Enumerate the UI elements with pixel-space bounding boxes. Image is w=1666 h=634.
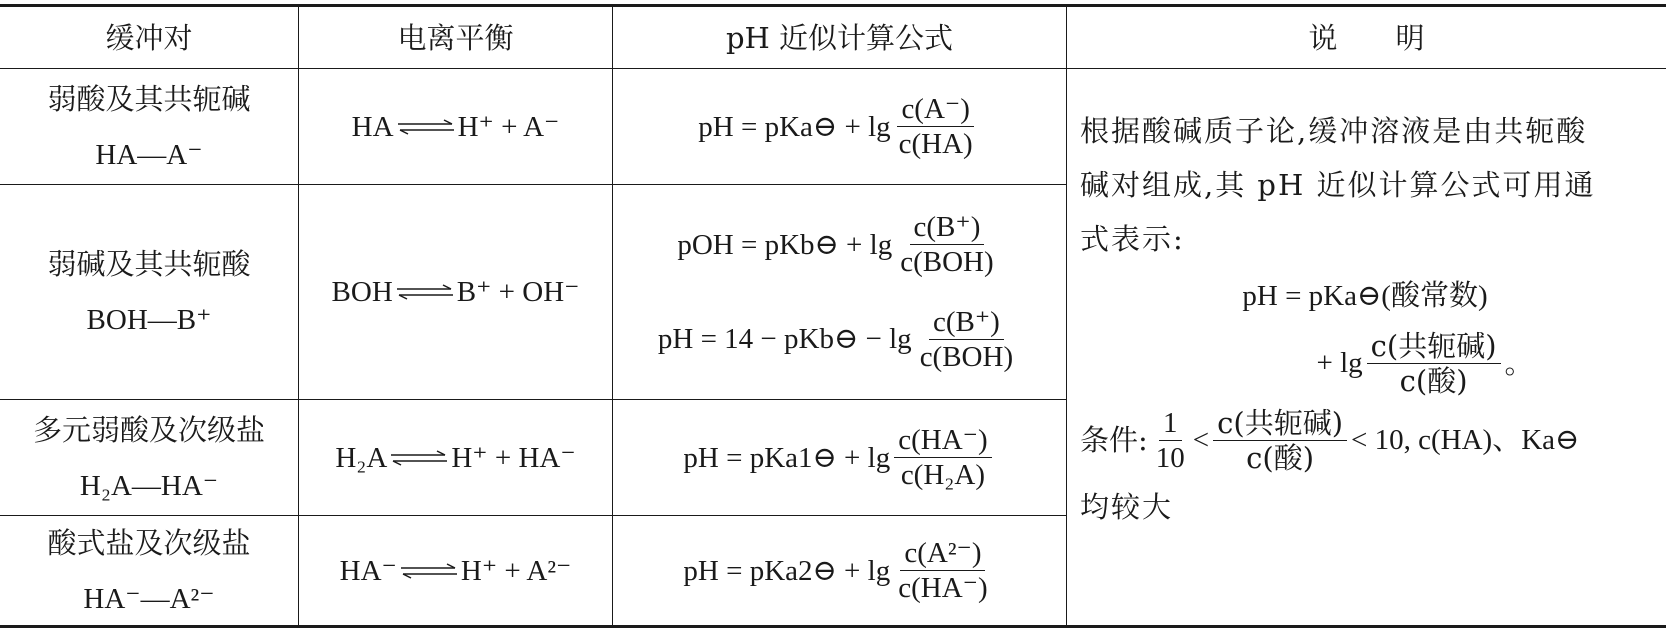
row2-fraction: [896, 210, 997, 279]
header-explanation-text: 说 明: [1308, 20, 1425, 55]
row3-pair-formula: H₂A—HA⁻: [79, 469, 219, 502]
row2-fraction2-den: c(BOH): [919, 340, 1014, 373]
note-general-fraction: [1367, 329, 1501, 398]
note-general-lhs: pH = pKa⊖(酸常数): [1242, 280, 1488, 312]
note-cond-lt: <: [1192, 424, 1210, 456]
note-cond-small-den: 10: [1155, 441, 1185, 474]
col-rule-3: [1066, 4, 1067, 628]
equilibrium-arrow-icon: [395, 284, 455, 300]
note-cond-den: c(酸): [1246, 440, 1315, 475]
header-ionization: [299, 7, 612, 68]
row1-pair-formula: HA—A⁻: [95, 138, 203, 171]
row1-pair: [0, 69, 298, 184]
row1-fraction: [895, 92, 977, 161]
note-cond-fraction: [1213, 406, 1347, 475]
row2-eq-left: BOH: [331, 276, 393, 308]
row4-formula-lhs: pH = pKa2⊖ + lg: [683, 554, 891, 587]
header-buffer-pair-text: 缓冲对: [105, 20, 193, 55]
row3-pair: [0, 400, 298, 515]
row3-formula: [613, 400, 1066, 515]
equilibrium-arrow-icon: [389, 450, 449, 466]
row4-formula: [613, 516, 1066, 625]
row1-pair-name: 弱酸及其共轭碱: [47, 81, 251, 116]
note-line-last: 均较大: [1080, 490, 1174, 524]
header-buffer-pair: [0, 7, 298, 68]
note-cond-num: c(共轭碱): [1213, 406, 1347, 441]
row4-pair: [0, 516, 298, 625]
note-condition: [1080, 400, 1650, 480]
row2-fraction-den: c(BOH): [900, 246, 994, 279]
note-general-formula-2: [1080, 326, 1650, 400]
header-ionization-text: 电离平衡: [397, 20, 514, 55]
row2-formula-lhs: pOH = pKb⊖ + lg: [677, 228, 893, 261]
row2-formula2-lhs: pH = 14 − pKb⊖ − lg: [657, 323, 912, 356]
note-cond-label: 条件:: [1080, 423, 1148, 457]
row1-fraction-den: c(HA): [898, 128, 973, 160]
row2-pair-formula: BOH—B⁺: [86, 304, 212, 336]
row4-fraction: [894, 536, 991, 605]
header-ph-formula: [613, 7, 1066, 68]
row1-formula-lhs: pH = pKa⊖ + lg: [698, 110, 891, 143]
row1-fraction-num: c(A⁻): [897, 92, 973, 127]
row2-fraction2: [916, 305, 1017, 374]
row1-equilibrium: [299, 69, 612, 184]
row1-eq-left: HA: [351, 110, 394, 143]
row2-eq-right: B⁺ + OH⁻: [456, 276, 580, 308]
row3-fraction: [894, 423, 991, 492]
note-line-3: 式表示:: [1080, 222, 1185, 256]
note-general-lg: + lg: [1316, 347, 1363, 379]
row4-pair-name: 酸式盐及次级盐: [47, 525, 251, 560]
row4-fraction-num: c(A²⁻): [900, 536, 985, 571]
row4-eq-right: H⁺ + A²⁻: [460, 554, 572, 587]
explanation-cell: [1080, 104, 1650, 534]
row3-fraction-num: c(HA⁻): [894, 423, 991, 458]
note-cond-small-num: 1: [1159, 406, 1182, 441]
row2-fraction2-num: c(B⁺): [929, 305, 1004, 340]
note-general-den: c(酸): [1399, 363, 1468, 398]
row4-fraction-den: c(HA⁻): [898, 572, 988, 604]
equilibrium-arrow-icon: [399, 563, 459, 579]
row4-eq-left: HA⁻: [339, 554, 397, 587]
row2-pair: [0, 185, 298, 399]
note-line-2: 碱对组成,其 pH 近似计算公式可用通: [1080, 168, 1596, 202]
note-cond-rest: < 10, c(HA)、Ka⊖: [1351, 424, 1580, 456]
row3-fraction-den: c(H₂A): [900, 459, 985, 491]
note-general-formula-1: [1080, 266, 1650, 326]
row4-equilibrium: [299, 516, 612, 625]
row2-fraction-num: c(B⁺): [910, 210, 985, 245]
row2-pair-name: 弱碱及其共轭酸: [47, 247, 251, 281]
row2-formula: [613, 185, 1066, 399]
row1-eq-right: H⁺ + A⁻: [457, 110, 560, 143]
row3-eq-left: H₂A: [335, 441, 388, 474]
rule-bottom: [0, 625, 1666, 628]
row2-equilibrium: [299, 185, 612, 399]
note-general-num: c(共轭碱): [1367, 329, 1501, 364]
note-cond-small-fraction: [1152, 406, 1189, 475]
row3-pair-name: 多元弱酸及次级盐: [32, 412, 265, 447]
row3-equilibrium: [299, 400, 612, 515]
header-explanation: [1067, 7, 1666, 68]
row3-formula-lhs: pH = pKa1⊖ + lg: [683, 441, 891, 474]
row3-eq-right: H⁺ + HA⁻: [451, 441, 576, 474]
note-line-1: 根据酸碱质子论,缓冲溶液是由共轭酸: [1080, 114, 1588, 148]
row1-formula: [613, 69, 1066, 184]
header-ph-formula-text: pH 近似计算公式: [725, 20, 954, 55]
equilibrium-arrow-icon: [396, 119, 456, 135]
note-general-end: 。: [1504, 346, 1534, 380]
buffer-table: [0, 4, 1666, 628]
row4-pair-formula: HA⁻—A²⁻: [83, 582, 215, 615]
